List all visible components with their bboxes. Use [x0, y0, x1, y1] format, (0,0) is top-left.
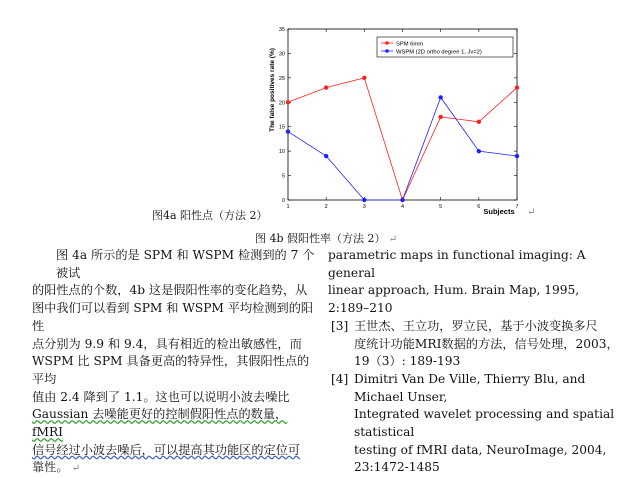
false-positive-rate-chart: [262, 20, 532, 220]
reference-line: Integrated wavelet processing and spatial statistical: [354, 407, 615, 440]
data-point-spm: [515, 85, 519, 89]
references-list: [328, 247, 624, 477]
x-axis-label: Subjects: [483, 207, 515, 216]
paragraph-line-text: 靠性。: [32, 460, 69, 475]
paragraph-line: [32, 459, 318, 478]
paragraph-line: 点分别为 9.9 和 9.4，具有相近的检出敏感性，而: [32, 336, 302, 351]
reference-line: Dimitri Van De Ville, Thierry Blu, and Michael Unser,: [354, 371, 586, 404]
legend-marker-wspm: [385, 49, 389, 53]
paragraph-line: 的阳性点的个数，4b 这是假阳性率的变化趋势，从: [32, 283, 308, 298]
figure-4a-caption: [152, 207, 268, 223]
paragraph-line: 图 4a 所示的是 SPM 和 WSPM 检测到的 7 个被试: [56, 248, 315, 280]
x-tick-label: 6: [477, 204, 481, 210]
data-point-wspm: [477, 149, 481, 153]
y-tick-label: 25: [278, 75, 285, 82]
y-tick-label: 35: [278, 27, 285, 33]
y-tick-label: 0: [281, 198, 285, 204]
reference-line: 度统计功能MRI数据的方法，信号处理，2003，: [354, 336, 619, 351]
paragraph-line: Gaussian 去噪能更好的控制假阳性点的数量，fMRI: [32, 407, 288, 440]
reference-line: 19（3）: 189-193: [354, 354, 461, 369]
body-paragraph: [32, 247, 318, 478]
legend-marker-spm: [385, 41, 389, 45]
data-point-wspm: [362, 198, 366, 202]
data-point-wspm: [324, 154, 328, 158]
legend: [377, 37, 513, 57]
reference-number: [3]: [331, 318, 349, 333]
y-tick-label: 5: [281, 173, 285, 180]
paragraph-line: 信号经过小波去噪后，可以提高其功能区的定位可: [32, 442, 301, 457]
reference-continuation: linear approach, Hum. Brain Map, 1995, 2:189–210: [328, 283, 580, 316]
x-tick-label: 5: [439, 204, 443, 210]
data-point-wspm: [515, 154, 519, 158]
y-tick-label: 15: [278, 124, 285, 131]
y-axis-label: The false positives rate (%): [269, 48, 276, 132]
x-tick-label: 3: [362, 204, 366, 210]
x-tick-label: 1: [286, 204, 290, 210]
y-tick-label: 30: [278, 51, 285, 58]
paragraph-line: 图中我们可以看到 SPM 和 WSPM 平均检测到的阳性: [32, 301, 314, 333]
paragraph-line: 值由 2.4 降到了 1.1。这也可以说明小波去噪比: [32, 389, 290, 404]
figure-4a-caption-text: 图4a 阳性点（方法 2）: [152, 209, 268, 222]
data-point-wspm: [400, 198, 404, 202]
reference-continuation: parametric maps in functional imaging: A general: [328, 248, 586, 280]
paragraph-mark-icon: ↵: [527, 207, 536, 218]
y-tick-label: 10: [278, 149, 285, 156]
figure-4b-caption-text: 图 4b 假阳性率（方法 2）: [255, 232, 386, 245]
legend-label-wspm: WSPM (2D ortho degree 1, Jv=2): [396, 49, 482, 56]
x-tick-label: 2: [324, 204, 328, 210]
x-tick-label: 4: [400, 204, 405, 210]
data-point-spm: [477, 120, 481, 124]
data-point-spm: [324, 85, 328, 89]
legend-label-spm: SPM 6mm: [396, 41, 424, 48]
data-point-spm: [362, 76, 366, 80]
data-point-wspm: [286, 129, 290, 133]
y-tick-label: 20: [278, 100, 285, 107]
reference-item-3: [328, 318, 624, 371]
paragraph-line: WSPM 比 SPM 具备更高的特异性，其假阳性点的平均: [32, 354, 310, 386]
data-point-wspm: [438, 95, 442, 99]
paragraph-mark-icon: ↵: [385, 234, 398, 245]
paragraph-mark-icon: ↵: [68, 463, 81, 475]
reference-number: [4]: [331, 371, 349, 386]
reference-line: 23:1472-1485: [354, 460, 440, 475]
reference-line: 王世杰、王立功，罗立民，基于小波变换多尺: [354, 318, 598, 333]
reference-item-4: [328, 371, 624, 477]
x-tick-label: 7: [515, 204, 519, 210]
data-point-spm: [286, 100, 290, 104]
reference-line: testing of fMRI data, NeuroImage, 2004,: [354, 442, 607, 457]
data-point-spm: [438, 115, 442, 119]
figure-4b-caption: [255, 230, 397, 246]
